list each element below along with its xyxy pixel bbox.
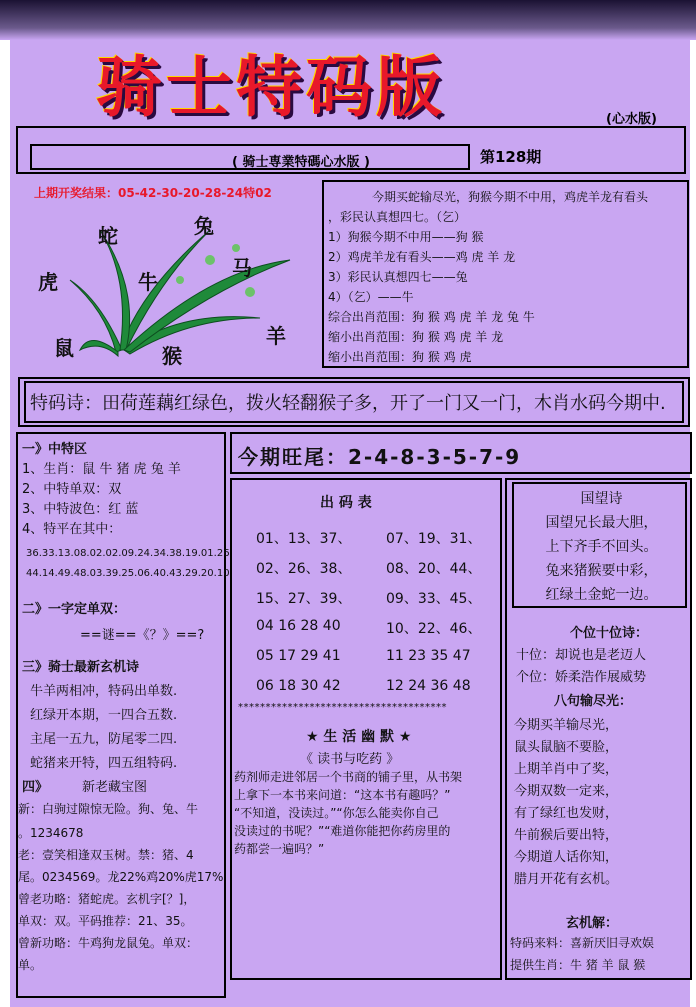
edition-label: (心水版) xyxy=(606,112,657,127)
tips-range-all: 综合出肖范围：狗 猴 鸡 虎 羊 龙 兔 牛 xyxy=(328,310,535,324)
stars-divider: ************************************** xyxy=(238,702,447,713)
section-1-zodiac: 1、生肖：鼠 牛 猪 虎 兔 羊 xyxy=(22,462,181,477)
section-3-line-1: 牛羊两相冲，特码出单数. xyxy=(30,684,178,699)
humor-line-5: 药都尝一遍吗？” xyxy=(234,842,325,856)
eight-line-1: 今期买羊输尽光， xyxy=(514,718,619,733)
numbers-box xyxy=(230,478,502,980)
numbers-title: 出 码 表 xyxy=(320,495,372,511)
eight-line-2: 鼠头鼠脑不要脸， xyxy=(514,740,619,755)
tips-item-4: 4）（乞）——牛 xyxy=(328,290,414,304)
numbers-row-r3: 09、33、45、 xyxy=(386,591,482,607)
numbers-row-l3: 15、27、39、 xyxy=(256,591,352,607)
guowang-poem-title: 国望诗 xyxy=(580,491,623,507)
eight-line-6: 牛前猴后要出特， xyxy=(514,828,619,843)
section-4-line-5: 曾老功略：猪蛇虎。玄机字[？]， xyxy=(18,892,196,906)
section-4-line-8: 单。 xyxy=(18,958,43,972)
eight-lines-title: 八句输尽光： xyxy=(554,694,633,709)
left-column xyxy=(16,432,233,998)
section-3-line-2: 红绿开本期，一四合五数. xyxy=(30,708,178,723)
numbers-row-l1: 01、13、37、 xyxy=(256,531,352,547)
lucky-tail: 今期旺尾：2-4-8-3-5-7-9 xyxy=(238,445,522,469)
guowang-poem-line-1: 国望兄长最大胆， xyxy=(545,515,658,531)
section-3-line-3: 主尾一五九，防尾零二四. xyxy=(30,732,178,747)
xuanji-line-2: 提供生肖：牛 猪 羊 鼠 猴 xyxy=(510,958,646,972)
section-4-title: 新老藏宝图 xyxy=(82,780,148,795)
section-3-title: 三》骑士最新玄机诗 xyxy=(22,660,140,675)
numbers-row-l4: 04 16 28 40 xyxy=(256,618,341,634)
eight-line-8: 腊月开花有玄机。 xyxy=(514,872,619,887)
tips-intro-1: 今期买蛇输尽光，狗猴今期不中用，鸡虎羊龙有看头 xyxy=(372,190,649,204)
tips-intro-2: ，彩民认真想四七。（乞） xyxy=(328,210,467,224)
digit-poem-line-1: 十位：却说也是老迈人 xyxy=(516,648,647,663)
section-4-line-3: 老：壹笑相逢双玉树。禁：猪、4 xyxy=(18,848,194,862)
slogan-text: ( 骑士専業特碼心水版 ) xyxy=(232,155,370,170)
humor-line-2: 上拿下一本书来问道：“这本书有趣吗？” xyxy=(234,788,451,802)
flat-numbers-1: 36.33.13.08.02.02.09.24.34.38.19.01.26. xyxy=(26,548,233,559)
section-2-riddle: ==谜==《？》==? xyxy=(80,628,205,643)
tips-item-3: 3）彩民认真想四七——兔 xyxy=(328,270,468,284)
guowang-poem-line-4: 红绿土金蛇一边。 xyxy=(545,587,658,603)
section-4-label: 四》 xyxy=(22,780,49,795)
page-title: 骑士特码版 xyxy=(96,48,446,126)
numbers-row-r6: 12 24 36 48 xyxy=(386,678,471,694)
section-4-line-6: 单双：双。平码推荐：21、35。 xyxy=(18,914,193,928)
section-1-odd-even xyxy=(22,478,121,497)
eight-line-5: 有了绿红也发财， xyxy=(514,806,619,821)
section-1-flat-label: 4、特平在其中： xyxy=(22,522,122,537)
numbers-row-r4: 10、22、46、 xyxy=(386,621,482,637)
color-label: 3、中特波色： xyxy=(22,502,109,517)
numbers-row-r2: 08、20、44、 xyxy=(386,561,482,577)
section-1-title: 一》中特区 xyxy=(22,442,88,457)
odd-even-value: 双 xyxy=(108,482,122,497)
zodiac-rabbit: 兔 xyxy=(194,214,214,238)
humor-title: ★ 生 活 幽 默 ★ xyxy=(306,729,412,745)
section-2-title: 二》一字定单双： xyxy=(22,602,127,617)
zodiac-rat: 鼠 xyxy=(54,336,74,360)
left-margin xyxy=(0,40,10,1007)
section-3-line-4: 蛇猪来开特，四五组特码. xyxy=(30,756,178,771)
last-result: 上期开奖结果：05-42-30-20-28-24特02 xyxy=(34,186,272,200)
numbers-row-l5: 05 17 29 41 xyxy=(256,648,341,664)
humor-subtitle: 《 读书与吃药 》 xyxy=(300,752,400,767)
zodiac-monkey: 猴 xyxy=(162,344,182,368)
eight-line-7: 今期道人话你知， xyxy=(514,850,619,865)
guowang-poem-line-3: 兔来猪猴要中彩， xyxy=(545,563,658,579)
section-4-line-7: 曾新功略：牛鸡狗龙鼠兔。单双： xyxy=(18,936,199,950)
tips-item-2: 2）鸡虎羊龙有看头——鸡 虎 羊 龙 xyxy=(328,250,516,264)
zodiac-horse: 马 xyxy=(232,256,252,280)
eight-line-4: 今期双数一定来， xyxy=(514,784,619,799)
zodiac-snake: 蛇 xyxy=(98,224,118,248)
zodiac-goat: 羊 xyxy=(266,324,286,348)
zodiac-tiger: 虎 xyxy=(38,270,58,294)
humor-line-3: “不知道，没读过。”“你怎么能卖你自己 xyxy=(234,806,439,820)
humor-line-1: 药剂师走进邻居一个书商的铺子里，从书架 xyxy=(234,770,463,784)
xuanji-line-1: 特码来料：喜新厌旧寻欢娱 xyxy=(510,936,655,950)
numbers-row-l6: 06 18 30 42 xyxy=(256,678,341,694)
tips-range-narrow-1: 缩小出肖范围：狗 猴 鸡 虎 羊 龙 xyxy=(328,330,504,344)
color-value: 红 蓝 xyxy=(108,502,139,517)
tips-range-narrow-2: 缩小出肖范围：狗 猴 鸡 虎 xyxy=(328,350,472,364)
humor-line-4: 没读过的书呢？”“难道你能把你药房里的 xyxy=(234,824,451,838)
digit-poem-title: 个位十位诗： xyxy=(570,626,649,641)
numbers-row-l2: 02、26、38、 xyxy=(256,561,352,577)
section-4-line-2: 。1234678 xyxy=(18,826,84,840)
guowang-poem-line-2: 上下齐手不回头。 xyxy=(545,539,658,555)
section-1-color xyxy=(22,498,138,517)
xuanji-title: 玄机解： xyxy=(566,916,619,931)
flat-numbers-2: 44.14.49.48.03.39.25.06.40.43.29.20.10 xyxy=(26,568,230,579)
zodiac-ox: 牛 xyxy=(138,270,158,294)
numbers-row-r5: 11 23 35 47 xyxy=(386,648,471,664)
odd-even-label: 2、中特单双： xyxy=(22,482,109,497)
guowang-poem-box xyxy=(512,482,687,608)
special-code-poem: 特码诗：田荷莲藕红绿色，拨火轻翻猴子多，开了一门又一门，木肖水码今期中. xyxy=(30,393,666,414)
issue-number: 第128期 xyxy=(480,148,542,166)
digit-poem-line-2: 个位：娇柔浩作展威势 xyxy=(516,670,647,685)
numbers-row-r1: 07、19、31、 xyxy=(386,531,482,547)
section-4-line-4: 尾。0234569。龙22%鸡20%虎17% xyxy=(18,870,224,884)
tips-item-1: 1）狗猴今期不中用——狗 猴 xyxy=(328,230,484,244)
section-4-line-1: 新：白驹过隙惊无险。狗、兔、牛 xyxy=(18,802,199,816)
eight-line-3: 上期羊肖中了奖， xyxy=(514,762,619,777)
tips-box xyxy=(322,180,689,368)
